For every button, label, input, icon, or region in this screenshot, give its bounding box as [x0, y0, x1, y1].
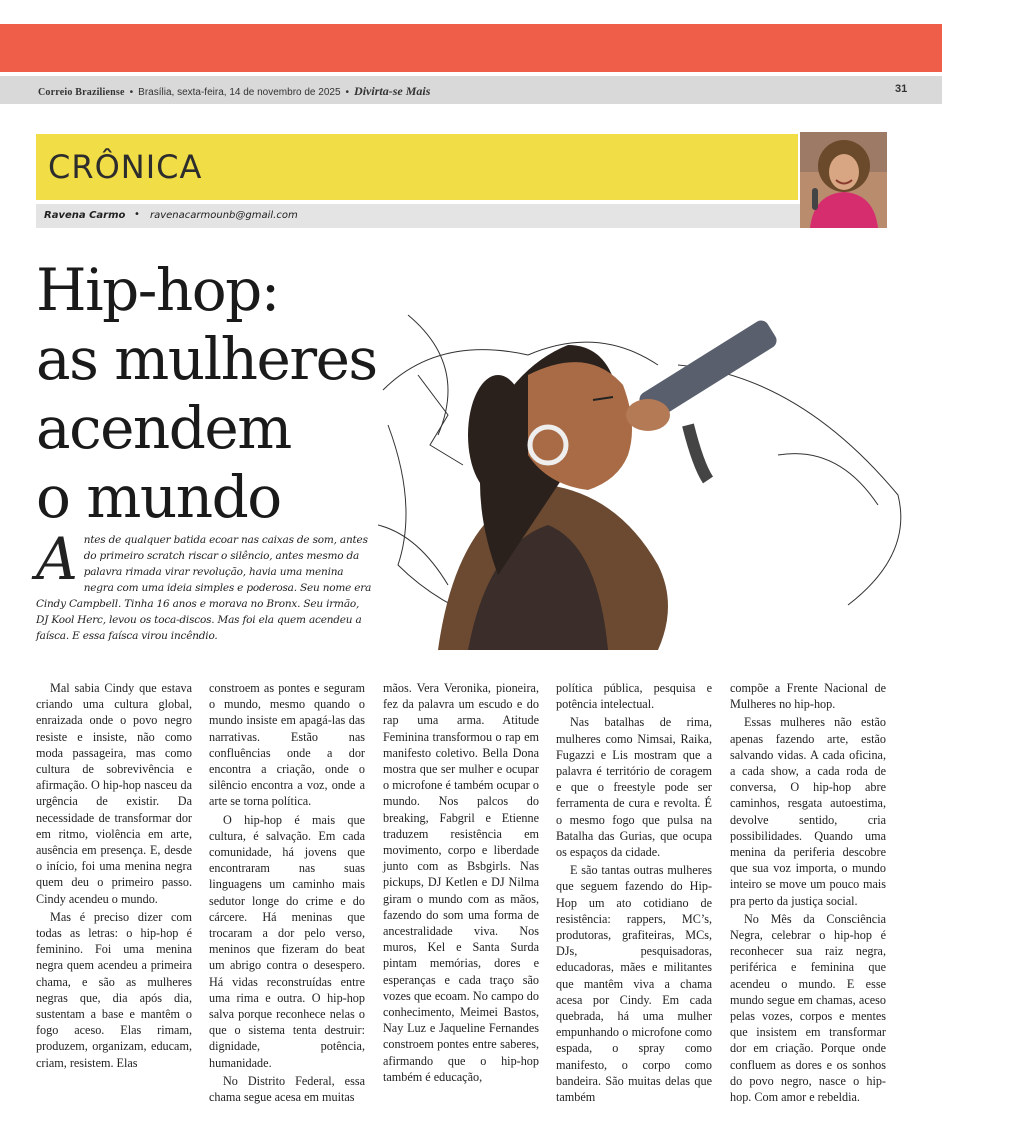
author-email: ravenacarmounb@gmail.com	[150, 210, 298, 221]
body-paragraph: O hip-hop é mais que cultura, é salvação. Em cada comunidade, há jovens que encontraram nas suas linguagens um caminho mais sedutor longe do crime e do cárcere. Há meninas que trocaram a dor pelo verso, meninos que fizeram do beat um abrigo contra o desespero. Há vidas reconstruídas entre uma rima e outra. O hip-hop salva porque reconhece nelas o que o sistema tenta destruir: dignidade, potência, humanidade.	[209, 812, 365, 1070]
body-paragraph: política pública, pesquisa e potência intelectual.	[556, 681, 712, 712]
author-name: Ravena Carmo	[44, 210, 126, 221]
column-banner	[36, 134, 798, 200]
body-paragraph: compõe a Frente Nacional de Mulheres no hip-hop.	[730, 681, 886, 712]
dateline: Brasília, sexta-feira, 14 de novembro de 2025	[138, 87, 341, 98]
body-paragraph: No Mês da Consciência Negra, celebrar o hip-hop é reconhecer sua raiz negra, periférica e feminina que acendeu o mundo. E esse mundo segue em chamas, aceso pelas vozes, corpos e mentes que insistem em transformar dor em criação. Porque onde confluem as dores e os sonhos do povo negro, nasce o hip-hop. Com amor e rebeldia.	[730, 911, 886, 1105]
section-name: Divirta-se Mais	[354, 84, 431, 98]
body-paragraph: Mal sabia Cindy que estava criando uma cultura global, enraizada onde o povo negro resiste e insiste, não como moda passageira, mas como cultura de sobrevivência e afirmação. O hip-hop nasceu da urgência de existir. Da necessidade de transformar dor em ritmo, violência em arte, ausência em presença. E, desde o início, foi uma menina negra quem deu o primeiro passo. Cindy acendeu o mundo.	[36, 681, 192, 906]
author-photo	[800, 132, 887, 228]
body-column-1	[36, 680, 192, 1071]
body-paragraph: constroem as pontes e seguram o mundo, mesmo quando o mundo insiste em apagá-las das narrativas. Estão nas confluências onde a dor encontra a criação, onde o silêncio encontra a voz, onde a arte se torna política.	[209, 681, 365, 809]
newspaper-brand: Correio Braziliense	[38, 87, 125, 98]
drop-cap: A	[36, 525, 78, 593]
page-number: 31	[895, 83, 908, 95]
headline-line: acendem	[36, 394, 291, 462]
body-paragraph: mãos. Vera Veronika, pioneira, fez da palavra um escudo e do rap uma arma. Atitude Feminina transformou o rap em manifesto coletivo. Bella Dona mostra que ser mulher e ocupar o microfone é também ocupar o mundo. Nos palcos do breaking, Fabgril e Etienne traduzem resistência em movimento, corpo e liberdade junto com as Bsbgirls. Nas pickups, DJ Ketlen e DJ Nilma giram o mundo com as mãos, fazendo do som uma forma de ancestralidade viva. Nos muros, Kel e Santa Surda pintam memórias, dores e esperanças e cada traço são vozes que ecoam. No campo do conhecimento, Meimei Bastos, Nay Luz e Jaqueline Fernandes constroem pontes entre saberes, afirmando que o hip-hop também é educação,	[383, 681, 539, 1084]
separator-dot: •	[129, 87, 134, 98]
author-portrait-icon	[800, 132, 887, 228]
headline-line: Hip-hop:	[36, 256, 279, 324]
body-column-3	[383, 680, 539, 1085]
woman-with-microphone-icon	[378, 305, 923, 650]
body-paragraph: Mas é preciso dizer com todas as letras: o hip-hop é feminino. Foi uma menina negra quem acendeu a primeira chama, e são as mulheres negras que, dia após dia, sustentam a base e mantêm o fogo aceso. Elas rimam, produzem, organizam, educam, criam, resistem. Elas	[36, 909, 192, 1070]
headline-line: o mundo	[36, 463, 281, 531]
body-paragraph: Nas batalhas de rima, mulheres como Nimsai, Raika, Fugazzi e Lis mostram que a palavra é território de coragem e que o freestyle pode ser ferramenta de cura e revolta. É o mesmo fogo que pulsa na Batalha das Gurias, que ocupa os espaços da cidade.	[556, 715, 712, 860]
body-column-2	[209, 680, 365, 1105]
lead-paragraph	[36, 525, 374, 644]
body-paragraph: E são tantas outras mulheres que seguem fazendo do Hip-Hop um ato cotidiano de resistência: rappers, MC’s, produtoras, grafiteiras, MCs, DJs, pesquisadoras, educadoras, mães e militantes que mantêm viva a chama acesa por Cindy. Em cada quebrada, há uma mulher empunhando o microfone como espada, o spray como manifesto, o corpo como bandeira. São muitas delas que também	[556, 863, 712, 1105]
body-paragraph: Essas mulheres não estão apenas fazendo arte, estão salvando vidas. A cada oficina, a cada show, a cada roda de conversa, O hip-hop abre caminhos, resgata autoestima, devolve sentido, cria possibilidades. Quando uma menina da periferia descobre que sua voz importa, o mundo inteiro se move um pouco mais pra perto da justiça social.	[730, 715, 886, 908]
lead-text: ntes de qualquer batida ecoar nas caixas de som, antes do primeiro scratch riscar o silêncio, antes mesmo da palavra rimada virar revolução, havia uma menina negra com uma ideia simples e poderosa. Seu nome era Cindy Campbell. Tinha 16 anos e morava no Bronx. Seu irmão, DJ Kool Herc, levou os toca-discos. Mas foi ela quem acendeu a faísca. E essa faísca virou incêndio.	[36, 534, 372, 642]
headline-line: as mulheres	[36, 325, 377, 393]
illustration	[378, 305, 923, 650]
headline	[36, 256, 396, 532]
body-column-5	[730, 680, 886, 1105]
separator-dot: •	[345, 87, 350, 98]
column-label: CRÔNICA	[48, 148, 203, 186]
top-color-band	[0, 24, 942, 72]
separator-dot: •	[134, 209, 140, 220]
running-header	[0, 76, 942, 104]
author-bar	[36, 204, 800, 228]
body-paragraph: No Distrito Federal, essa chama segue acesa em muitas	[209, 1073, 365, 1105]
body-column-4	[556, 680, 712, 1105]
